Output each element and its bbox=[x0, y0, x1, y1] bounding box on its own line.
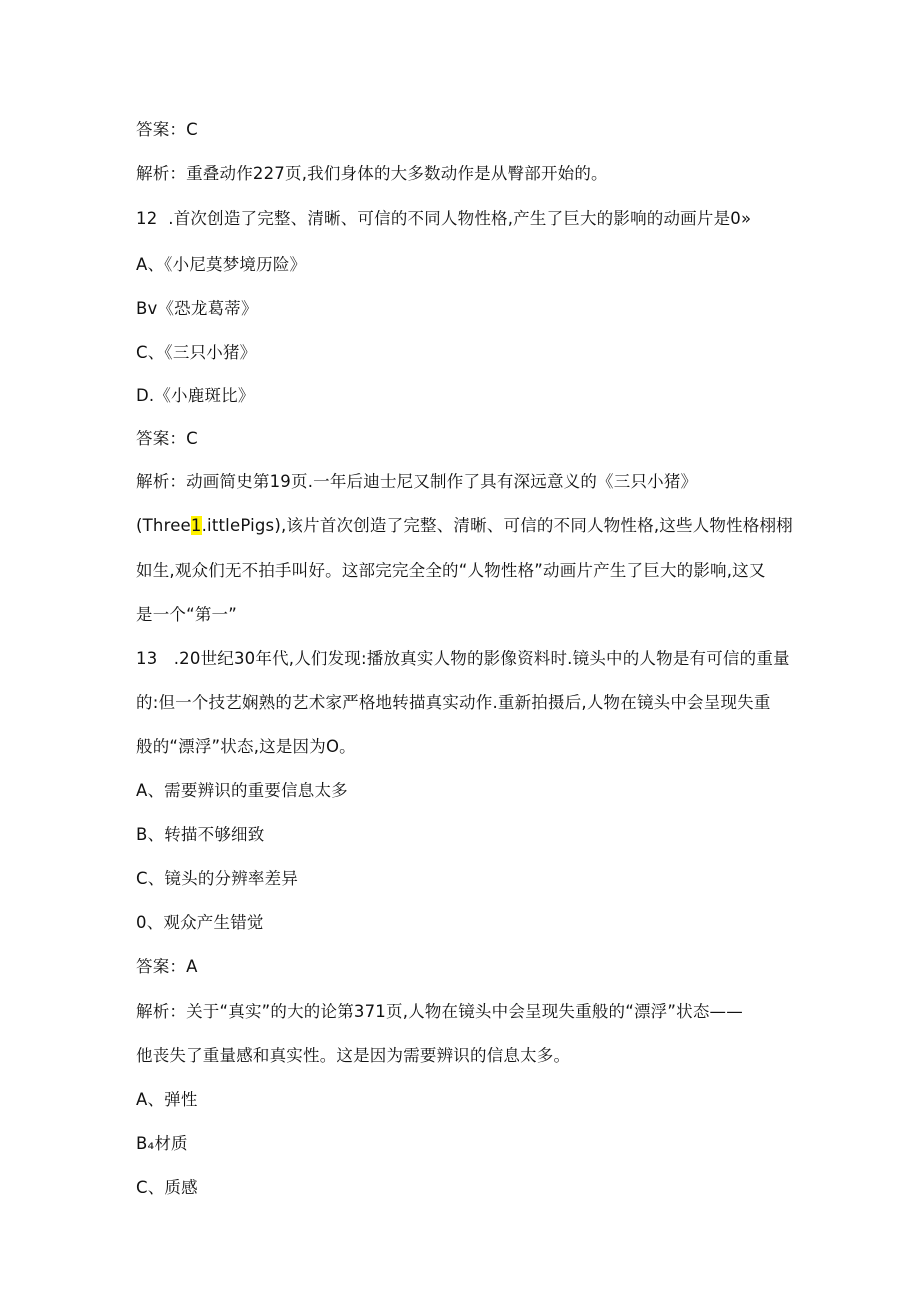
explanation-13-line-2: 他丧失了重量感和真实性。这是因为需要辨识的信息太多。 bbox=[136, 1046, 571, 1065]
option-14-a: A、弹性 bbox=[136, 1090, 198, 1109]
option-14-c: C、质感 bbox=[136, 1178, 198, 1197]
option-13-d: 0、观众产生错觉 bbox=[136, 913, 264, 932]
question-13-line-1: 13 .20世纪30年代,人们发现:播放真实人物的影像资料时.镜头中的人物是有可信的重量 bbox=[136, 649, 790, 668]
highlighted-text: 1 bbox=[190, 516, 202, 535]
explanation-12-line-2 bbox=[136, 514, 793, 538]
explanation-11: 解析：重叠动作227页,我们身体的大多数动作是从臀部开始的。 bbox=[136, 164, 608, 183]
question-12: 12 .首次创造了完整、清晰、可信的不同人物性格,产生了巨大的影响的动画片是0» bbox=[136, 209, 752, 228]
explanation-12-line-3: 如生,观众们无不拍手叫好。这部完完全全的“人物性格”动画片产生了巨大的影响,这又 bbox=[136, 561, 766, 580]
answer-11: 答案：C bbox=[136, 120, 198, 139]
explanation-12-line-2-before: (Three bbox=[136, 516, 191, 535]
explanation-12-line-2-after: .ittlePigs),该片首次创造了完整、清晰、可信的不同人物性格,这些人物性格栩栩 bbox=[201, 516, 793, 535]
explanation-12-line-1: 解析：动画简史第19页.一年后迪士尼又制作了具有深远意义的《三只小猪》 bbox=[136, 472, 698, 491]
answer-13: 答案：A bbox=[136, 957, 198, 976]
option-12-b: Bv《恐龙葛蒂》 bbox=[136, 299, 258, 318]
question-13-line-2: 的:但一个技艺娴熟的艺术家严格地转描真实动作.重新拍摄后,人物在镜头中会呈现失重 bbox=[136, 693, 771, 712]
option-13-a: A、需要辨识的重要信息太多 bbox=[136, 781, 348, 800]
explanation-13-line-1: 解析：关于“真实”的大的论第371页,人物在镜头中会呈现失重般的“漂浮”状态—— bbox=[136, 1002, 743, 1021]
question-13-line-3: 般的“漂浮”状态,这是因为O。 bbox=[136, 737, 356, 756]
answer-12: 答案：C bbox=[136, 429, 198, 448]
option-13-c: C、镜头的分辨率差异 bbox=[136, 869, 299, 888]
option-13-b: B、转描不够细致 bbox=[136, 825, 265, 844]
option-12-d: D.《小鹿斑比》 bbox=[136, 386, 255, 405]
option-12-c: C、《三只小猪》 bbox=[136, 343, 257, 362]
option-12-a: A、《小尼莫梦境历险》 bbox=[136, 255, 307, 274]
option-14-b: B₄材质 bbox=[136, 1134, 188, 1153]
explanation-12-line-4: 是一个“第一” bbox=[136, 605, 237, 624]
